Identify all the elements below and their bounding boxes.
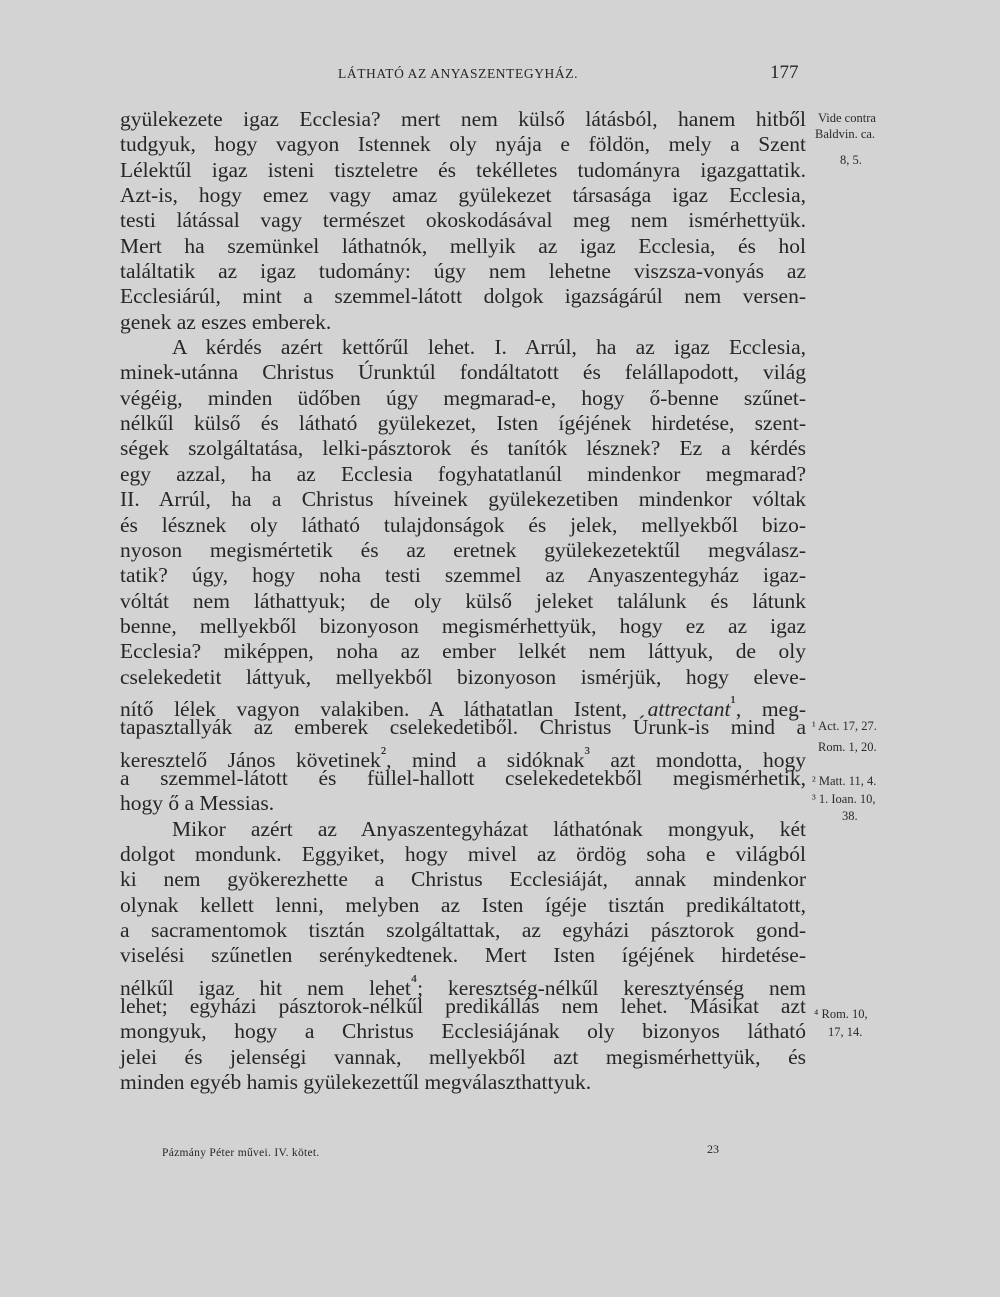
italic-word: attrectant [647,697,731,722]
text-line: A kérdés azért kettőrűl lehet. I. Arrúl, ha az igaz Ecclesia, [172,335,806,360]
text-line: hogy ő a Messias. [120,791,275,816]
margin-note: 17, 14. [828,1025,863,1039]
text-line [120,741,807,772]
text-line: találtatik az igaz tudomány: úgy nem lehetne viszsza-vonyás az [120,259,806,284]
margin-note: ⁴ Rom. 10, [814,1007,868,1021]
text-line: genek az eszes emberek. [120,309,332,334]
page-footer [162,1142,762,1165]
margin-note: Vide contra [818,111,876,125]
text-line: tapasztallyák az emberek cselekedetiből. Christus Úrunk-is mind a [120,715,806,740]
text-line: nélkűl külső és látható gyülekezet, Isten ígéjének hirdetése, szent- [120,411,806,436]
text-line: cselekedetit láttyuk, mellyekből bizonyoson ismérjük, hogy eleve- [120,664,806,689]
text-line [120,969,806,1000]
text-line: gyülekezete igaz Ecclesia? mert nem külső látásból, hanem hitből [120,107,806,131]
footer-title: Pázmány Péter művei. IV. kötet. [162,1147,320,1159]
text-line: egy azzal, ha az Ecclesia fogyhatatlanúl mindenkor megmarad? [120,461,806,486]
text-line: Mikor azért az Anyaszentegyházat láthatónak mongyuk, két [172,816,806,841]
footnote-marker: ² [380,742,387,763]
text-segment: nítő lélek vagyon valakiben. A láthatatlan Istent, [120,697,628,722]
text-line: Azt-is, hogy emez vagy amaz gyülekezet társasága igaz Ecclesia, [120,183,806,208]
text-line: lehet; egyházi pásztorok-nélkűl predikállás nem lehet. Másikat azt [120,994,806,1019]
margin-note: ³ 1. Ioan. 10, [812,792,876,806]
footnote-marker: ⁴ [410,970,418,991]
text-line: II. Arrúl, ha a Christus híveinek gyülekezetiben mindenkor vóltak [120,487,806,512]
text-line: ségek szolgáltatása, lelki-pásztorok és tanítók lésznek? Ez a kérdés [120,436,806,461]
text-segment: ; keresztség-nélkűl keresztyénség nem [417,975,806,1000]
text-line: viselési szűnetlen serénykedtenek. Mert Isten ígéjének hirdetése- [120,943,806,968]
text-segment: azt mondotta, hogy [589,747,807,772]
running-title: LÁTHATÓ AZ ANYASZENTEGYHÁZ. [338,66,579,81]
margin-note: 38. [842,809,858,823]
text-line: jelei és jelenségi vannak, mellyekből azt megismérhettyük, és [120,1044,806,1069]
margin-note: ¹ Act. 17, 27. [812,719,877,733]
text-segment: , meg- [735,697,806,722]
text-line: a szemmel-látott és füllel-hallott cselekedetekből megismérhetik, [120,765,806,790]
text-line: Ecclesia? miképpen, noha az ember lelkét nem láttyuk, de oly [120,639,806,664]
text-line: végéig, minden üdőben úgy megmarad-e, hogy ő-benne szűnet- [120,385,806,410]
text-line: a sacramentomok tisztán szolgáltattak, az egyházi pásztorok gond- [120,918,806,942]
text-segment: keresztelő János követinek [120,747,381,772]
text-segment: nélkűl igaz hit nem lehet [120,975,411,1000]
text-line: és lésznek oly látható tulajdonságok és jelek, mellyekből bizo- [120,512,806,537]
margin-note: ² Matt. 11, 4. [812,774,877,788]
text-line: olynak kellett lenni, melyben az Isten ígéje tisztán predikáltatott, [120,892,806,917]
text-segment: , mind a sidóknak [386,747,585,772]
text-line: testi látással vagy természet okoskodásával meg nem ismérhettyük. [120,208,806,233]
footnote-marker: ¹ [730,691,736,712]
margin-note: 8, 5. [840,153,862,167]
text-line: Lélektűl igaz isteni tiszteletre és tekélletes tudományra igazgattatik. [120,157,806,182]
running-head [120,64,820,88]
page-number: 177 [770,62,799,83]
text-line [120,690,806,722]
body-text [120,107,806,1095]
text-line: ki nem gyökerezhette a Christus Ecclesiáját, annak mindenkor [120,867,806,892]
margin-note: Baldvin. ca. [815,127,876,141]
text-line: benne, mellyekből bizonyoson megismérhettyük, hogy ez az igaz [120,613,806,638]
text-line: tudgyuk, hogy vagyon Istennek oly nyája e földön, mely a Szent [120,132,806,157]
text-line: Ecclesiárúl, mint a szemmel-látott dolgok igazságárúl nem versen- [120,284,806,309]
text-line: mongyuk, hogy a Christus Ecclesiájának oly bizonyos látható [120,1019,806,1044]
text-line: minek-utánna Christus Úrunktúl fondáltatott és felállapodott, világ [120,360,806,385]
text-line: nyoson megismértetik és az eretnek gyülekezetektűl megválasz- [120,537,806,562]
footnote-marker: ³ [584,742,590,763]
text-line: dolgot mondunk. Eggyiket, hogy mivel az ördög soha e világból [120,841,806,866]
margin-note: Rom. 1, 20. [818,740,877,754]
text-line: Mert ha szemünkel láthatnók, mellyik az igaz Ecclesia, és hol [120,233,806,258]
text-line: tatik? úgy, hogy noha testi szemmel az Anyaszentegyház igaz- [120,563,806,588]
text-line: minden egyéb hamis gyülekezettűl megválaszthattyuk. [120,1070,592,1095]
text-line: vóltát nem láthattyuk; de oly külső jeleket találunk és látunk [120,588,806,613]
signature-mark: 23 [707,1142,719,1156]
